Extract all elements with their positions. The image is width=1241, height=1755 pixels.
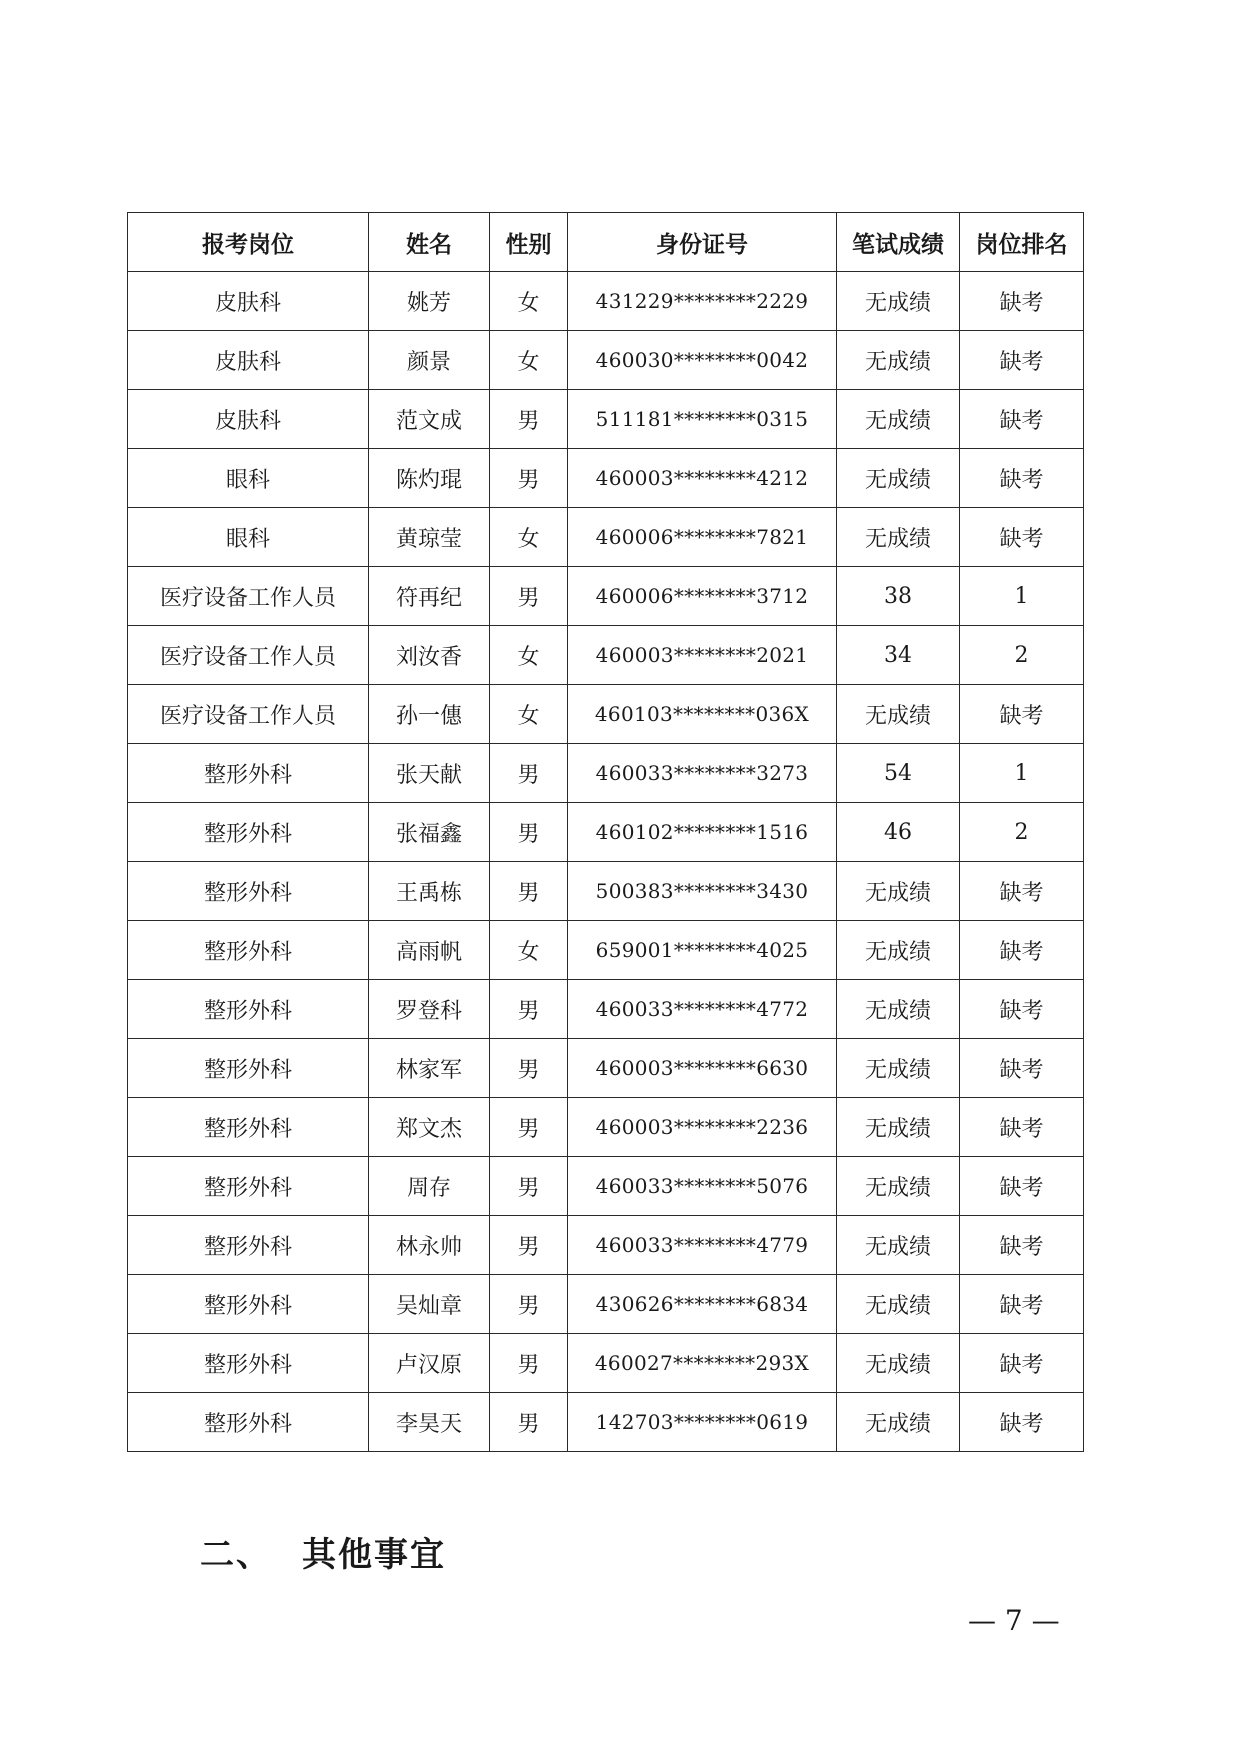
cell-id-number: 460006********3712 bbox=[568, 567, 837, 626]
cell-position: 皮肤科 bbox=[128, 272, 369, 331]
cell-written-score: 38 bbox=[837, 567, 960, 626]
table-row bbox=[128, 331, 1084, 390]
cell-rank: 缺考 bbox=[960, 921, 1084, 980]
table-row bbox=[128, 980, 1084, 1039]
cell-name: 陈灼琨 bbox=[369, 449, 490, 508]
cell-position: 整形外科 bbox=[128, 1334, 369, 1393]
cell-gender: 女 bbox=[490, 626, 568, 685]
section-number: 二、 bbox=[200, 1535, 272, 1575]
cell-name: 范文成 bbox=[369, 390, 490, 449]
cell-written-score: 无成绩 bbox=[837, 1039, 960, 1098]
cell-written-score: 无成绩 bbox=[837, 508, 960, 567]
cell-name: 符再纪 bbox=[369, 567, 490, 626]
cell-position: 整形外科 bbox=[128, 862, 369, 921]
cell-name: 周存 bbox=[369, 1157, 490, 1216]
cell-gender: 男 bbox=[490, 1098, 568, 1157]
cell-written-score: 无成绩 bbox=[837, 1216, 960, 1275]
cell-position: 整形外科 bbox=[128, 1098, 369, 1157]
cell-written-score: 无成绩 bbox=[837, 331, 960, 390]
cell-written-score: 46 bbox=[837, 803, 960, 862]
cell-id-number: 142703********0619 bbox=[568, 1393, 837, 1452]
cell-id-number: 460033********3273 bbox=[568, 744, 837, 803]
cell-id-number: 460003********2021 bbox=[568, 626, 837, 685]
cell-id-number: 460006********7821 bbox=[568, 508, 837, 567]
cell-position: 皮肤科 bbox=[128, 390, 369, 449]
cell-id-number: 460027********293X bbox=[568, 1334, 837, 1393]
cell-position: 眼科 bbox=[128, 508, 369, 567]
cell-name: 林永帅 bbox=[369, 1216, 490, 1275]
header-gender: 性别 bbox=[490, 213, 568, 272]
cell-id-number: 460102********1516 bbox=[568, 803, 837, 862]
cell-rank: 缺考 bbox=[960, 862, 1084, 921]
cell-id-number: 659001********4025 bbox=[568, 921, 837, 980]
cell-position: 整形外科 bbox=[128, 744, 369, 803]
table-row bbox=[128, 1039, 1084, 1098]
cell-gender: 男 bbox=[490, 980, 568, 1039]
table-row bbox=[128, 390, 1084, 449]
table-body bbox=[128, 272, 1084, 1452]
table-row bbox=[128, 1216, 1084, 1275]
cell-position: 整形外科 bbox=[128, 1157, 369, 1216]
cell-rank: 缺考 bbox=[960, 272, 1084, 331]
cell-name: 张福鑫 bbox=[369, 803, 490, 862]
header-written-score: 笔试成绩 bbox=[837, 213, 960, 272]
header-position: 报考岗位 bbox=[128, 213, 369, 272]
cell-name: 姚芳 bbox=[369, 272, 490, 331]
table-row bbox=[128, 1157, 1084, 1216]
table-row bbox=[128, 1275, 1084, 1334]
table-row bbox=[128, 921, 1084, 980]
cell-gender: 男 bbox=[490, 744, 568, 803]
table-row bbox=[128, 862, 1084, 921]
cell-name: 颜景 bbox=[369, 331, 490, 390]
cell-id-number: 500383********3430 bbox=[568, 862, 837, 921]
section-heading bbox=[200, 1527, 446, 1576]
cell-id-number: 460003********4212 bbox=[568, 449, 837, 508]
cell-id-number: 460030********0042 bbox=[568, 331, 837, 390]
cell-written-score: 无成绩 bbox=[837, 1275, 960, 1334]
cell-name: 郑文杰 bbox=[369, 1098, 490, 1157]
cell-name: 李昊天 bbox=[369, 1393, 490, 1452]
cell-gender: 男 bbox=[490, 390, 568, 449]
cell-written-score: 无成绩 bbox=[837, 449, 960, 508]
table-row bbox=[128, 1334, 1084, 1393]
cell-gender: 男 bbox=[490, 1275, 568, 1334]
cell-position: 整形外科 bbox=[128, 1216, 369, 1275]
table-row bbox=[128, 508, 1084, 567]
cell-written-score: 无成绩 bbox=[837, 685, 960, 744]
cell-position: 医疗设备工作人员 bbox=[128, 626, 369, 685]
cell-rank: 1 bbox=[960, 744, 1084, 803]
cell-position: 医疗设备工作人员 bbox=[128, 685, 369, 744]
cell-name: 吴灿章 bbox=[369, 1275, 490, 1334]
cell-gender: 女 bbox=[490, 921, 568, 980]
cell-name: 林家军 bbox=[369, 1039, 490, 1098]
cell-position: 整形外科 bbox=[128, 921, 369, 980]
cell-rank: 缺考 bbox=[960, 1275, 1084, 1334]
cell-id-number: 431229********2229 bbox=[568, 272, 837, 331]
cell-rank: 缺考 bbox=[960, 1157, 1084, 1216]
cell-name: 刘汝香 bbox=[369, 626, 490, 685]
cell-name: 罗登科 bbox=[369, 980, 490, 1039]
cell-written-score: 无成绩 bbox=[837, 862, 960, 921]
cell-gender: 男 bbox=[490, 567, 568, 626]
cell-rank: 缺考 bbox=[960, 1039, 1084, 1098]
cell-gender: 女 bbox=[490, 331, 568, 390]
table-row bbox=[128, 685, 1084, 744]
section-title: 其他事宜 bbox=[302, 1535, 446, 1575]
table-row bbox=[128, 803, 1084, 862]
cell-written-score: 无成绩 bbox=[837, 390, 960, 449]
cell-position: 医疗设备工作人员 bbox=[128, 567, 369, 626]
table-row bbox=[128, 1393, 1084, 1452]
table-row bbox=[128, 626, 1084, 685]
cell-position: 整形外科 bbox=[128, 1039, 369, 1098]
cell-written-score: 无成绩 bbox=[837, 1393, 960, 1452]
cell-written-score: 无成绩 bbox=[837, 1098, 960, 1157]
cell-rank: 缺考 bbox=[960, 508, 1084, 567]
cell-written-score: 无成绩 bbox=[837, 980, 960, 1039]
table-row bbox=[128, 744, 1084, 803]
table-row bbox=[128, 272, 1084, 331]
cell-id-number: 460103********036X bbox=[568, 685, 837, 744]
cell-rank: 缺考 bbox=[960, 449, 1084, 508]
cell-gender: 男 bbox=[490, 862, 568, 921]
cell-gender: 男 bbox=[490, 803, 568, 862]
cell-name: 王禹栋 bbox=[369, 862, 490, 921]
cell-rank: 缺考 bbox=[960, 1334, 1084, 1393]
cell-written-score: 54 bbox=[837, 744, 960, 803]
cell-rank: 缺考 bbox=[960, 1393, 1084, 1452]
cell-position: 皮肤科 bbox=[128, 331, 369, 390]
cell-position: 整形外科 bbox=[128, 980, 369, 1039]
cell-name: 孙一僡 bbox=[369, 685, 490, 744]
cell-id-number: 511181********0315 bbox=[568, 390, 837, 449]
table-row bbox=[128, 567, 1084, 626]
cell-id-number: 430626********6834 bbox=[568, 1275, 837, 1334]
cell-written-score: 无成绩 bbox=[837, 921, 960, 980]
cell-gender: 女 bbox=[490, 508, 568, 567]
cell-position: 整形外科 bbox=[128, 1393, 369, 1452]
header-rank: 岗位排名 bbox=[960, 213, 1084, 272]
cell-gender: 女 bbox=[490, 685, 568, 744]
cell-gender: 男 bbox=[490, 1039, 568, 1098]
cell-position: 整形外科 bbox=[128, 1275, 369, 1334]
cell-gender: 男 bbox=[490, 1157, 568, 1216]
cell-id-number: 460003********6630 bbox=[568, 1039, 837, 1098]
cell-gender: 男 bbox=[490, 1216, 568, 1275]
header-id-number: 身份证号 bbox=[568, 213, 837, 272]
results-table bbox=[127, 212, 1084, 1452]
cell-rank: 1 bbox=[960, 567, 1084, 626]
cell-id-number: 460033********4779 bbox=[568, 1216, 837, 1275]
cell-id-number: 460033********4772 bbox=[568, 980, 837, 1039]
cell-name: 高雨帆 bbox=[369, 921, 490, 980]
cell-rank: 缺考 bbox=[960, 390, 1084, 449]
cell-written-score: 34 bbox=[837, 626, 960, 685]
cell-position: 整形外科 bbox=[128, 803, 369, 862]
cell-rank: 缺考 bbox=[960, 980, 1084, 1039]
cell-gender: 男 bbox=[490, 449, 568, 508]
cell-name: 卢汉原 bbox=[369, 1334, 490, 1393]
table-header-row bbox=[128, 213, 1084, 272]
cell-written-score: 无成绩 bbox=[837, 1334, 960, 1393]
cell-rank: 缺考 bbox=[960, 685, 1084, 744]
cell-gender: 女 bbox=[490, 272, 568, 331]
cell-rank: 2 bbox=[960, 803, 1084, 862]
cell-rank: 缺考 bbox=[960, 331, 1084, 390]
page-number: — 7 — bbox=[968, 1604, 1060, 1637]
cell-name: 黄琼莹 bbox=[369, 508, 490, 567]
cell-written-score: 无成绩 bbox=[837, 1157, 960, 1216]
cell-gender: 男 bbox=[490, 1393, 568, 1452]
cell-rank: 缺考 bbox=[960, 1216, 1084, 1275]
table-row bbox=[128, 1098, 1084, 1157]
cell-rank: 2 bbox=[960, 626, 1084, 685]
cell-name: 张天献 bbox=[369, 744, 490, 803]
table-row bbox=[128, 449, 1084, 508]
header-name: 姓名 bbox=[369, 213, 490, 272]
cell-id-number: 460003********2236 bbox=[568, 1098, 837, 1157]
cell-gender: 男 bbox=[490, 1334, 568, 1393]
cell-written-score: 无成绩 bbox=[837, 272, 960, 331]
cell-rank: 缺考 bbox=[960, 1098, 1084, 1157]
cell-position: 眼科 bbox=[128, 449, 369, 508]
cell-id-number: 460033********5076 bbox=[568, 1157, 837, 1216]
